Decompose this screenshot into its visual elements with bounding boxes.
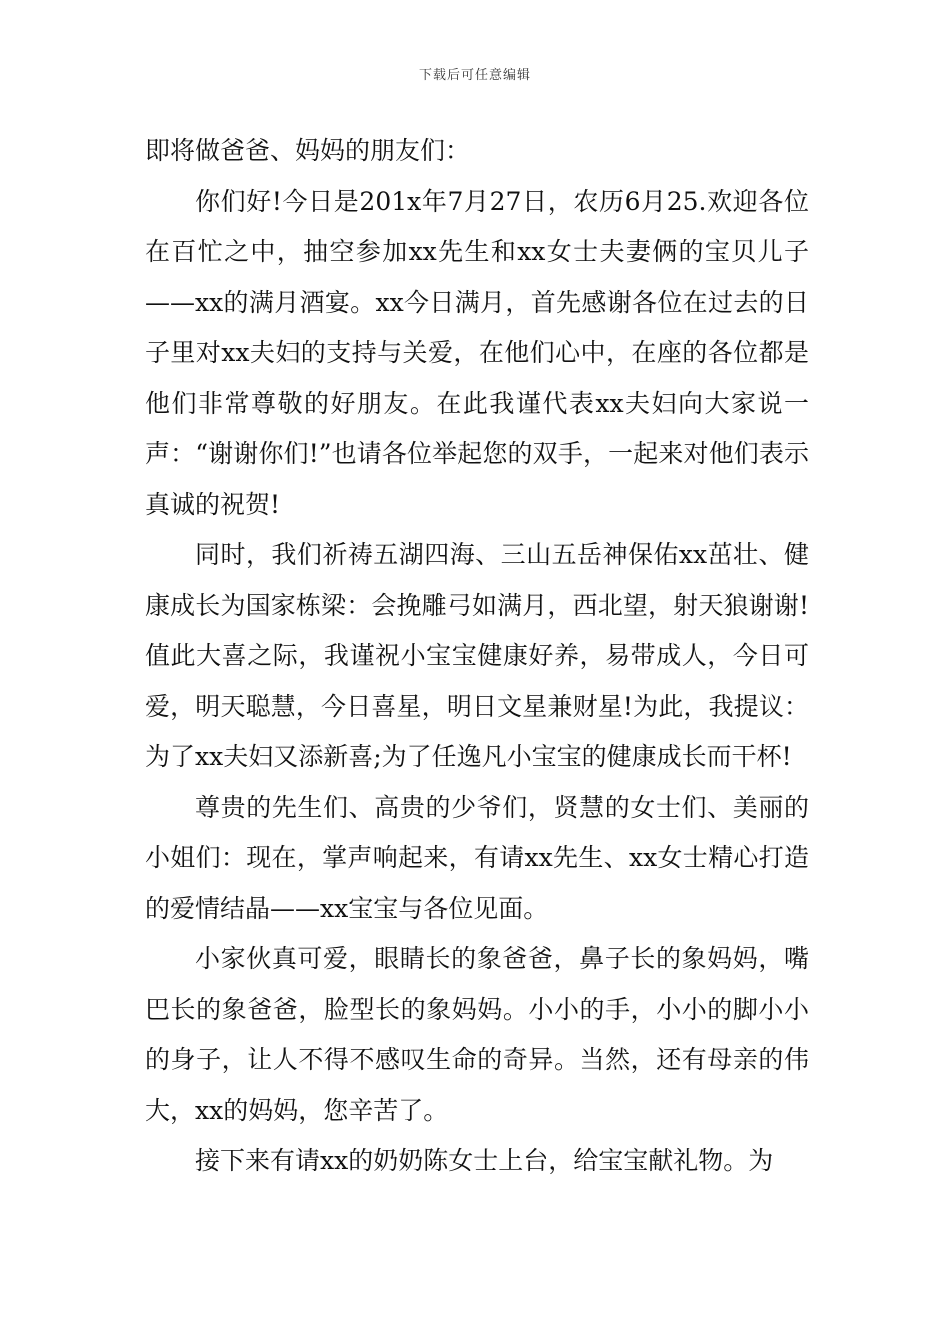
paragraph-greeting: 你们好!今日是201x年7月27日，农历6月25.欢迎各位在百忙之中，抽空参加xx先生和xx女士夫妻俩的宝贝儿子——xx的满月酒宴。xx今日满月，首先感谢各位在过去的日子里对xx夫妇的支持与关爱，在他们心中，在座的各位都是他们非常尊敬的好朋友。在此我谨代表xx夫妇向大家说一声：“谢谢你们!”也请各位举起您的双手，一起来对他们表示真诚的祝贺! — [145, 186, 809, 519]
salutation: 即将做爸爸、妈妈的朋友们： — [145, 136, 471, 165]
paragraph-blessing: 同时，我们祈祷五湖四海、三山五岳神保佑xx茁壮、健康成长为国家栋梁：会挽雕弓如满月，西北望，射天狼谢谢!值此大喜之际，我谨祝小宝宝健康好养，易带成人，今日可爱，明天聪慧，今日喜星，明日文星兼财星!为此，我提议：为了xx夫妇又添新喜;为了任逸凡小宝宝的健康成长而干杯! — [145, 540, 809, 771]
document-body — [145, 126, 809, 1187]
paragraph-baby-description: 小家伙真可爱，眼睛长的象爸爸，鼻子长的象妈妈，嘴巴长的象爸爸，脸型长的象妈妈。小小的手，小小的脚小小的身子，让人不得不感叹生命的奇异。当然，还有母亲的伟大，xx的妈妈，您辛苦了。 — [145, 944, 809, 1125]
header-note: 下载后可任意编辑 — [418, 68, 531, 83]
paragraph-introduction: 尊贵的先生们、高贵的少爷们，贤慧的女士们、美丽的小姐们：现在，掌声响起来，有请xx先生、xx女士精心打造的爱情结晶——xx宝宝与各位见面。 — [145, 792, 809, 923]
paragraph-grandmother: 接下来有请xx的奶奶陈女士上台，给宝宝献礼物。为 — [195, 1146, 774, 1175]
